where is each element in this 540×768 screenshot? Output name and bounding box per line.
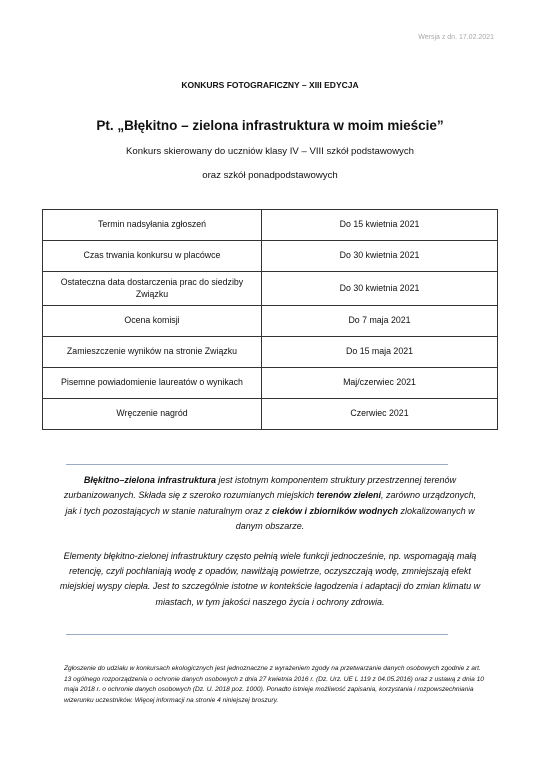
info-box: [58, 473, 482, 610]
version-date: Wersja z dn. 17.02.2021: [418, 34, 494, 41]
info-text: zlokalizowanych w danym obszarze.: [235, 505, 475, 532]
table-row: [43, 399, 498, 430]
table-row: [43, 241, 498, 272]
subtitle-line-2: oraz szkół ponadpodstawowych: [202, 170, 338, 181]
contest-edition-heading: KONKURS FOTOGRAFICZNY – XIII EDYCJA: [181, 80, 359, 90]
schedule-date: Do 7 maja 2021: [262, 306, 498, 337]
table-row: [43, 306, 498, 337]
info-bottom-divider: [66, 634, 448, 635]
info-text: , zarówno urządzonych, jak i tych pozostających w stanie naturalnym oraz z: [65, 490, 477, 516]
schedule-event: Pisemne powiadomienie laureatów o wynikach: [43, 368, 262, 399]
schedule-date: Czerwiec 2021: [262, 399, 498, 430]
schedule-date: Do 30 kwietnia 2021: [262, 241, 498, 272]
info-top-divider: [66, 464, 448, 465]
schedule-table: [42, 209, 498, 430]
table-row: [43, 368, 498, 399]
info-term-water-bodies: cieków i zbiorników wodnych: [272, 505, 399, 516]
schedule-event: Ocena komisji: [43, 306, 262, 337]
info-paragraph-1: [58, 473, 482, 535]
table-row: [43, 210, 498, 241]
schedule-date: Do 30 kwietnia 2021: [262, 272, 498, 306]
schedule-date: Maj/czerwiec 2021: [262, 368, 498, 399]
info-term-bgi: Błękitno–zielona infrastruktura: [83, 475, 216, 485]
info-text: jest istotnym komponentem struktury przestrzennej terenów zurbanizowanych. Składa się z szeroko rozumianych miejskich: [63, 475, 457, 501]
schedule-event: Termin nadsyłania zgłoszeń: [43, 210, 262, 241]
info-term-green-areas: terenów zieleni: [316, 490, 382, 501]
schedule-date: Do 15 maja 2021: [262, 337, 498, 368]
table-row: [43, 272, 498, 306]
schedule-event: Wręczenie nagród: [43, 399, 262, 430]
footnote: Zgłoszenie do udziału w konkursach ekologicznych jest jednoznaczne z wyrażeniem zgody na przetwarzanie danych osobowych zgodnie z art. 13 ogólnego rozporządzenia o ochronie danych osobowych z dnia 27 kwietnia 2016 r. (Dz. Urz. UE L 119 z 04.05.2016) oraz z ustawą z dnia 10 maja 2018 r. o ochronie danych osobowych (Dz. U. 2018 poz. 1000). Ponadto istnieje możliwość zapisania, korzystania i rozpowszechniania wizerunku uczestników. Więcej informacji na stronie 4 niniejszej broszury.: [64, 665, 484, 704]
page-title: Pt. „Błękitno – zielona infrastruktura w moim mieście”: [96, 118, 444, 133]
schedule-event: Czas trwania konkursu w placówce: [43, 241, 262, 272]
info-paragraph-2: Elementy błękitno-zielonej infrastruktury często pełnią wiele funkcji jednocześnie, np. wspomagają małą retencję, czyli pochłaniają wodę z opadów, nawilżają powietrze, oczyszczają wodę, zmniejszają efekt miejskiej wyspy ciepła. Jest to szczególnie istotne w kontekście łagodzenia i adaptacji do zmian klimatu w miastach, w tym jakości naszego życia i ochrony zdrowia.: [59, 550, 481, 607]
subtitle-line-1: Konkurs skierowany do uczniów klasy IV – VIII szkół podstawowych: [126, 146, 414, 157]
schedule-event: Ostateczna data dostarczenia prac do siedziby Związku: [43, 272, 262, 306]
schedule-date: Do 15 kwietnia 2021: [262, 210, 498, 241]
table-row: [43, 337, 498, 368]
schedule-event: Zamieszczenie wyników na stronie Związku: [43, 337, 262, 368]
